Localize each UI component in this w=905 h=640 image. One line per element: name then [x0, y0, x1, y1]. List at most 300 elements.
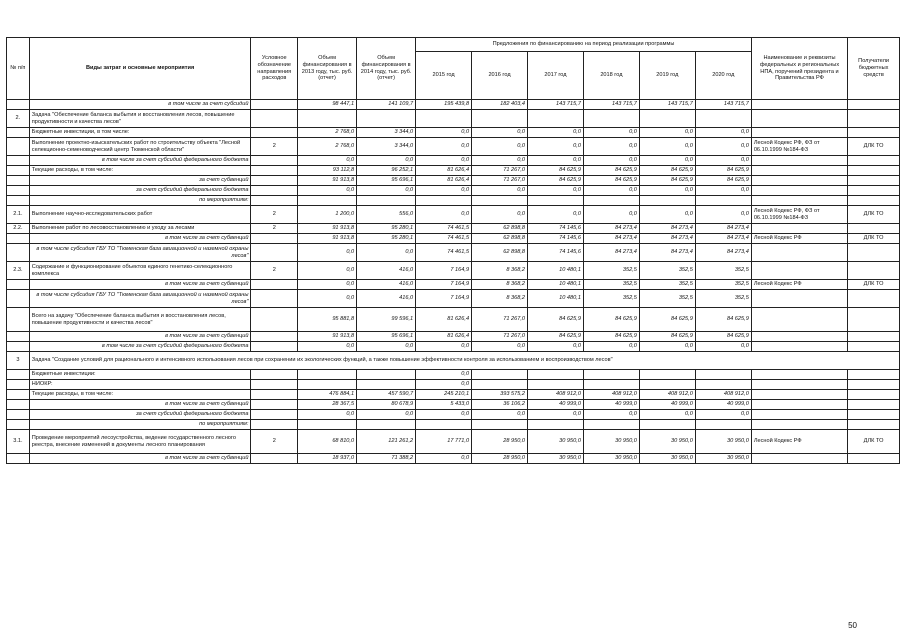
value-2014: 141 109,7	[357, 100, 416, 110]
value-year: 143 715,7	[639, 100, 695, 110]
value-2013: 93 112,8	[298, 166, 357, 176]
value-year: 0,0	[695, 156, 751, 166]
table-row	[7, 110, 900, 128]
value-year: 0,0	[416, 342, 472, 352]
value-year	[639, 420, 695, 430]
row-number: 3.1.	[7, 430, 30, 454]
row-code	[251, 166, 298, 176]
value-year	[472, 420, 528, 430]
row-recipient	[848, 390, 900, 400]
header-year: 2018 год	[583, 52, 639, 100]
value-year: 84 625,9	[695, 332, 751, 342]
value-year	[583, 420, 639, 430]
value-year: 81 626,4	[416, 166, 472, 176]
table-row	[7, 244, 900, 262]
row-recipient	[848, 156, 900, 166]
value-year: 84 273,4	[639, 234, 695, 244]
table-row	[7, 290, 900, 308]
value-2013: 91 913,8	[298, 176, 357, 186]
row-acts	[751, 186, 847, 196]
row-code	[251, 280, 298, 290]
value-year: 0,0	[472, 186, 528, 196]
row-number	[7, 128, 30, 138]
table-row	[7, 280, 900, 290]
row-code	[251, 390, 298, 400]
header-acts: Наименование и реквизиты федеральных и региональных НПА, поручений президента и Правительства РФ	[751, 38, 847, 100]
value-2013: 18 937,0	[298, 454, 357, 464]
value-2014	[357, 380, 416, 390]
value-year: 84 273,4	[695, 244, 751, 262]
row-name: Выполнение проектно-изыскательских работ по строительству объекта "Лесной селекционно-семеноводческий центр Тюменской области"	[29, 138, 251, 156]
row-code: 2	[251, 138, 298, 156]
row-recipient: ДЛК ТО	[848, 430, 900, 454]
row-acts	[751, 110, 847, 128]
table-row	[7, 420, 900, 430]
row-recipient	[848, 224, 900, 234]
value-2013	[298, 370, 357, 380]
header-year: 2019 год	[639, 52, 695, 100]
row-name: в том числе за счет субсидий	[29, 100, 251, 110]
value-2014: 0,0	[357, 156, 416, 166]
value-year: 84 273,4	[583, 234, 639, 244]
value-year: 71 267,0	[472, 176, 528, 186]
value-year	[416, 420, 472, 430]
value-2014: 71 388,2	[357, 454, 416, 464]
row-acts	[751, 308, 847, 332]
value-year	[528, 196, 584, 206]
value-2013: 91 913,8	[298, 332, 357, 342]
row-code: 2	[251, 206, 298, 224]
value-year	[528, 110, 584, 128]
value-year: 7 164,9	[416, 280, 472, 290]
row-name: Проведение мероприятий лесоустройства, ведение государственного лесного реестра, внесение изменений в документы лесного планирования	[29, 430, 251, 454]
table-row	[7, 308, 900, 332]
value-year: 352,5	[583, 290, 639, 308]
table-row	[7, 206, 900, 224]
row-code	[251, 128, 298, 138]
value-year: 0,0	[472, 206, 528, 224]
header-year: 2017 год	[528, 52, 584, 100]
value-year: 84 625,9	[695, 166, 751, 176]
value-2014: 0,0	[357, 342, 416, 352]
table-body	[7, 100, 900, 464]
row-name: Текущие расходы, в том числе:	[29, 390, 251, 400]
value-year: 0,0	[472, 138, 528, 156]
value-2014: 416,0	[357, 280, 416, 290]
row-acts	[751, 176, 847, 186]
value-2013: 98 447,1	[298, 100, 357, 110]
value-2013: 91 913,8	[298, 224, 357, 234]
row-acts: Лесной Кодекс РФ	[751, 280, 847, 290]
row-name: Выполнение научно-исследовательских работ	[29, 206, 251, 224]
value-year: 0,0	[528, 206, 584, 224]
value-2014: 96 252,1	[357, 166, 416, 176]
value-year: 0,0	[583, 186, 639, 196]
value-2014: 0,0	[357, 186, 416, 196]
value-year	[472, 110, 528, 128]
row-recipient	[848, 410, 900, 420]
value-year: 62 898,8	[472, 224, 528, 234]
value-year: 84 625,9	[583, 166, 639, 176]
table-row	[7, 352, 900, 370]
value-year	[695, 196, 751, 206]
row-number	[7, 390, 30, 400]
value-year: 0,0	[695, 206, 751, 224]
value-year: 408 912,0	[583, 390, 639, 400]
value-year	[528, 370, 584, 380]
header-code: Условное обозначение направления расходов	[251, 38, 298, 100]
table-row	[7, 454, 900, 464]
row-acts: Лесной Кодекс РФ, ФЗ от 06.10.1999 №184-ФЗ	[751, 138, 847, 156]
value-year: 30 950,0	[639, 430, 695, 454]
row-name: Бюджетные инвестиции:	[29, 370, 251, 380]
value-year: 143 715,7	[528, 100, 584, 110]
value-2013: 0,0	[298, 290, 357, 308]
value-year: 352,5	[639, 280, 695, 290]
value-year: 84 273,4	[583, 244, 639, 262]
value-year: 71 267,0	[472, 166, 528, 176]
header-year: 2015 год	[416, 52, 472, 100]
value-2013: 2 768,0	[298, 138, 357, 156]
value-year	[695, 370, 751, 380]
header-vol-2013: Объем финансирования в 2013 году, тыс. руб. (отчет)	[298, 38, 357, 100]
value-2014: 99 596,1	[357, 308, 416, 332]
value-year: 408 912,0	[528, 390, 584, 400]
row-name: за счет субсидий федерального бюджета	[29, 186, 251, 196]
table-row	[7, 380, 900, 390]
value-year: 84 625,9	[639, 166, 695, 176]
table-row	[7, 100, 900, 110]
value-2014: 0,0	[357, 244, 416, 262]
value-year: 0,0	[528, 342, 584, 352]
row-number: 2.2.	[7, 224, 30, 234]
value-year: 30 950,0	[695, 454, 751, 464]
value-year: 0,0	[416, 156, 472, 166]
value-year: 0,0	[416, 370, 472, 380]
row-recipient: ДЛК ТО	[848, 280, 900, 290]
table-row	[7, 400, 900, 410]
row-recipient	[848, 380, 900, 390]
value-year: 0,0	[472, 128, 528, 138]
value-year	[472, 196, 528, 206]
value-year: 8 368,2	[472, 280, 528, 290]
value-2013: 0,0	[298, 280, 357, 290]
value-year: 0,0	[416, 138, 472, 156]
row-code	[251, 100, 298, 110]
value-year: 0,0	[472, 410, 528, 420]
row-number: 2.3.	[7, 262, 30, 280]
row-acts	[751, 262, 847, 280]
row-recipient	[848, 454, 900, 464]
value-year: 30 950,0	[528, 454, 584, 464]
row-code: 2	[251, 262, 298, 280]
value-year: 0,0	[528, 138, 584, 156]
row-number	[7, 196, 30, 206]
value-year: 352,5	[639, 290, 695, 308]
value-year	[639, 196, 695, 206]
value-year: 36 106,2	[472, 400, 528, 410]
row-code	[251, 290, 298, 308]
value-year: 352,5	[583, 262, 639, 280]
row-name: в том числе за счет субвенций	[29, 400, 251, 410]
row-recipient	[848, 400, 900, 410]
row-recipient	[848, 262, 900, 280]
value-year: 84 625,9	[583, 332, 639, 342]
value-year: 408 912,0	[639, 390, 695, 400]
value-2013	[298, 420, 357, 430]
value-year: 0,0	[695, 128, 751, 138]
row-recipient	[848, 332, 900, 342]
table-row	[7, 138, 900, 156]
row-code: 2	[251, 430, 298, 454]
row-number	[7, 342, 30, 352]
value-2014: 0,0	[357, 410, 416, 420]
value-2013: 0,0	[298, 244, 357, 262]
value-year: 84 273,4	[695, 234, 751, 244]
row-recipient	[848, 244, 900, 262]
value-2013: 476 884,1	[298, 390, 357, 400]
value-year: 0,0	[416, 128, 472, 138]
row-recipient	[848, 342, 900, 352]
table-row	[7, 156, 900, 166]
value-2013: 95 881,8	[298, 308, 357, 332]
row-name: Содержание и функционирование объектов единого генетико-селекционного комплекса	[29, 262, 251, 280]
value-2013: 28 367,5	[298, 400, 357, 410]
row-name: Задача "Обеспечение баланса выбытия и восстановления лесов, повышение продуктивности и качества лесов"	[29, 110, 251, 128]
value-year: 84 625,9	[695, 176, 751, 186]
value-2013: 0,0	[298, 186, 357, 196]
value-year: 84 625,9	[639, 332, 695, 342]
value-2013: 0,0	[298, 342, 357, 352]
value-year: 84 625,9	[583, 176, 639, 186]
header-year: 2020 год	[695, 52, 751, 100]
row-number	[7, 370, 30, 380]
row-recipient: ДЛК ТО	[848, 138, 900, 156]
value-year: 0,0	[583, 156, 639, 166]
value-2014	[357, 196, 416, 206]
table-row	[7, 234, 900, 244]
header-num: № п/п	[7, 38, 30, 100]
value-year: 30 950,0	[639, 454, 695, 464]
row-code	[251, 332, 298, 342]
value-year: 62 898,8	[472, 234, 528, 244]
row-recipient: ДЛК ТО	[848, 206, 900, 224]
value-year: 74 461,5	[416, 224, 472, 234]
table-row	[7, 430, 900, 454]
value-year: 7 164,9	[416, 262, 472, 280]
value-year: 81 626,4	[416, 176, 472, 186]
value-year: 84 625,9	[583, 308, 639, 332]
value-2013: 0,0	[298, 156, 357, 166]
row-number	[7, 400, 30, 410]
task-title: Задача "Создание условий для рационального и интенсивного использования лесов при сохранении их экологических функций, а также повышение эффективности контроля за использованием и воспроизводством лесов"	[29, 352, 899, 370]
value-year: 0,0	[583, 410, 639, 420]
row-name: НИОКР:	[29, 380, 251, 390]
value-year: 84 625,9	[528, 176, 584, 186]
value-year: 84 273,4	[695, 224, 751, 234]
row-recipient	[848, 186, 900, 196]
value-year	[583, 380, 639, 390]
value-year: 71 267,0	[472, 308, 528, 332]
value-year: 84 625,9	[528, 166, 584, 176]
value-year: 74 145,6	[528, 224, 584, 234]
value-year: 7 164,9	[416, 290, 472, 308]
row-acts	[751, 420, 847, 430]
row-code: 2	[251, 224, 298, 234]
row-number	[7, 166, 30, 176]
value-year: 182 403,4	[472, 100, 528, 110]
table-row	[7, 128, 900, 138]
row-acts	[751, 410, 847, 420]
value-year: 0,0	[583, 128, 639, 138]
value-year	[416, 110, 472, 128]
table-row	[7, 176, 900, 186]
value-year: 0,0	[639, 186, 695, 196]
table-header	[7, 38, 900, 100]
row-number: 2.	[7, 110, 30, 128]
value-year: 84 625,9	[528, 332, 584, 342]
value-year: 0,0	[583, 138, 639, 156]
row-recipient: ДЛК ТО	[848, 234, 900, 244]
table-row	[7, 196, 900, 206]
budget-table-sheet	[6, 37, 900, 464]
value-2013: 1 200,0	[298, 206, 357, 224]
value-year	[639, 110, 695, 128]
value-2014: 80 678,9	[357, 400, 416, 410]
value-year: 0,0	[583, 206, 639, 224]
value-year: 81 626,4	[416, 308, 472, 332]
value-2014	[357, 110, 416, 128]
value-year	[639, 380, 695, 390]
value-2013	[298, 110, 357, 128]
value-year: 0,0	[639, 206, 695, 224]
table-row	[7, 186, 900, 196]
value-2013: 0,0	[298, 262, 357, 280]
value-year: 0,0	[695, 138, 751, 156]
value-year: 352,5	[695, 262, 751, 280]
row-name: в том числе за счет субвенций	[29, 280, 251, 290]
row-acts	[751, 224, 847, 234]
value-year: 30 950,0	[695, 430, 751, 454]
value-year: 0,0	[639, 156, 695, 166]
row-acts: Лесной Кодекс РФ	[751, 430, 847, 454]
row-number	[7, 244, 30, 262]
value-year: 10 480,1	[528, 290, 584, 308]
table-row	[7, 262, 900, 280]
row-acts	[751, 100, 847, 110]
value-year: 0,0	[416, 410, 472, 420]
value-year	[472, 370, 528, 380]
row-acts: Лесной Кодекс РФ, ФЗ от 06.10.1999 №184-ФЗ	[751, 206, 847, 224]
value-2013	[298, 196, 357, 206]
row-acts	[751, 332, 847, 342]
row-recipient	[848, 370, 900, 380]
row-acts	[751, 390, 847, 400]
value-year	[583, 370, 639, 380]
value-year: 0,0	[528, 128, 584, 138]
row-number	[7, 332, 30, 342]
row-name: в том числе субсидия ГБУ ТО "Тюменская база авиационной и наземной охраны лесов"	[29, 244, 251, 262]
value-year: 0,0	[639, 128, 695, 138]
row-acts	[751, 400, 847, 410]
value-year: 0,0	[416, 454, 472, 464]
value-year: 62 898,8	[472, 244, 528, 262]
row-code	[251, 156, 298, 166]
row-number	[7, 176, 30, 186]
row-number	[7, 156, 30, 166]
value-year: 84 273,4	[583, 224, 639, 234]
row-code	[251, 244, 298, 262]
row-number	[7, 280, 30, 290]
row-acts	[751, 128, 847, 138]
value-year: 74 145,6	[528, 244, 584, 262]
value-2013: 68 810,0	[298, 430, 357, 454]
table-row	[7, 370, 900, 380]
value-year: 30 950,0	[583, 454, 639, 464]
row-code	[251, 380, 298, 390]
header-year: 2016 год	[472, 52, 528, 100]
row-code	[251, 342, 298, 352]
row-acts	[751, 342, 847, 352]
row-recipient	[848, 110, 900, 128]
row-number	[7, 138, 30, 156]
row-number: 2.1.	[7, 206, 30, 224]
value-year: 84 625,9	[695, 308, 751, 332]
value-year: 84 625,9	[639, 176, 695, 186]
value-2013: 0,0	[298, 410, 357, 420]
value-2014: 3 344,0	[357, 138, 416, 156]
value-year: 143 715,7	[695, 100, 751, 110]
row-recipient	[848, 176, 900, 186]
row-acts	[751, 166, 847, 176]
value-year: 143 715,7	[583, 100, 639, 110]
value-year: 195 439,8	[416, 100, 472, 110]
row-recipient	[848, 100, 900, 110]
value-year	[528, 420, 584, 430]
value-year: 84 625,9	[639, 308, 695, 332]
value-year: 40 999,0	[528, 400, 584, 410]
row-acts: Лесной Кодекс РФ	[751, 234, 847, 244]
row-acts	[751, 380, 847, 390]
row-acts	[751, 454, 847, 464]
value-year	[583, 196, 639, 206]
value-year: 30 950,0	[528, 430, 584, 454]
value-year: 5 433,0	[416, 400, 472, 410]
row-recipient	[848, 166, 900, 176]
row-name: Выполнение работ по лесовосстановлению и уходу за лесами	[29, 224, 251, 234]
row-name: за счет субвенций	[29, 176, 251, 186]
value-year: 40 999,0	[695, 400, 751, 410]
value-year	[583, 110, 639, 128]
table-row	[7, 166, 900, 176]
value-2014: 95 280,1	[357, 234, 416, 244]
row-name: в том числе за счет субсидий федерального бюджета	[29, 342, 251, 352]
row-name: Бюджетные инвестиции, в том числе:	[29, 128, 251, 138]
value-year: 84 273,4	[639, 244, 695, 262]
value-year	[695, 420, 751, 430]
row-name: Всего на задачу "Обеспечение баланса выбытия и восстановления лесов, повышение продуктивности и качества лесов"	[29, 308, 251, 332]
row-number	[7, 420, 30, 430]
header-recipients: Получатели бюджетных средств	[848, 38, 900, 100]
table-row	[7, 332, 900, 342]
value-year: 0,0	[583, 342, 639, 352]
row-number	[7, 290, 30, 308]
row-acts	[751, 156, 847, 166]
row-number	[7, 410, 30, 420]
value-year: 28 950,0	[472, 430, 528, 454]
row-code	[251, 308, 298, 332]
row-acts	[751, 196, 847, 206]
